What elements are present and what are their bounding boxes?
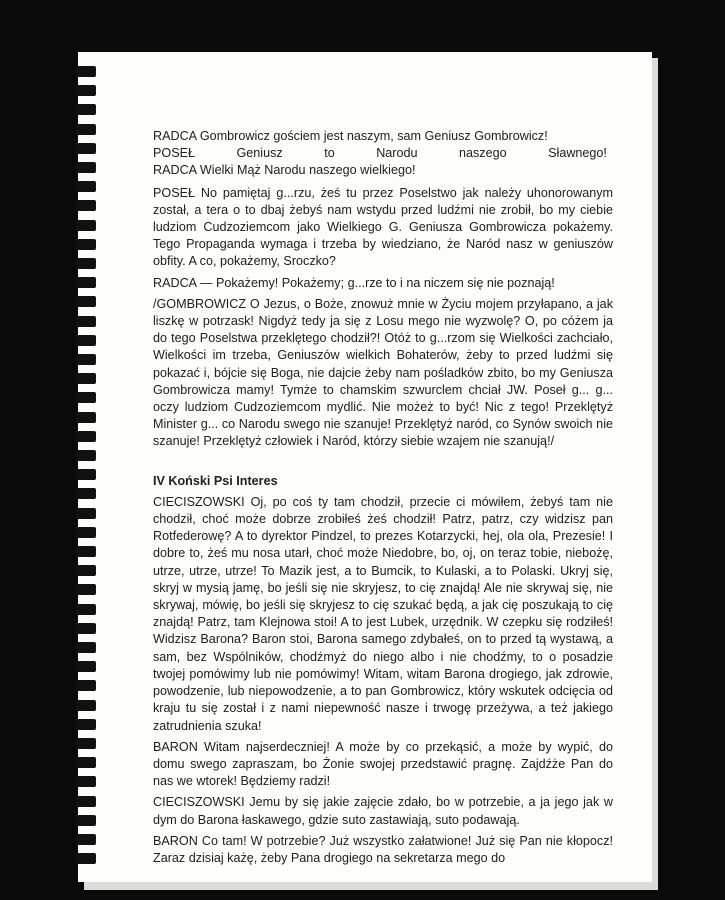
paragraph: BARON Co tam! W potrzebie? Już wszystko załatwione! Już się Pan nie kłopocz! Zaraz dzisiaj każę, żeby Pana drogiego na sekretarza mego do [153, 833, 613, 865]
binding-ring [76, 277, 96, 288]
text-line: RADCA Wielki Mąż Narodu naszego wielkiego! [153, 163, 416, 178]
binding-ring [76, 335, 96, 346]
binding-ring [76, 412, 96, 423]
dialogue-block-top [153, 128, 613, 180]
binding-ring [76, 604, 96, 615]
binding-ring [76, 469, 96, 480]
binding-ring [76, 239, 96, 250]
binding-ring [76, 431, 96, 442]
binding-ring [76, 373, 96, 384]
binding-ring [76, 815, 96, 826]
binding-ring [76, 700, 96, 711]
binding-ring [76, 508, 96, 519]
binding-ring [76, 661, 96, 672]
binding-ring [76, 85, 96, 96]
binding-ring [76, 354, 96, 365]
binding-ring [76, 450, 96, 461]
binding-ring [76, 834, 96, 845]
binding-ring [76, 316, 96, 327]
binding-ring [76, 584, 96, 595]
binding-ring [76, 757, 96, 768]
binding-ring [76, 565, 96, 576]
spiral-binding [76, 60, 98, 880]
document-text [153, 128, 613, 871]
binding-ring [76, 143, 96, 154]
binding-ring [76, 162, 96, 173]
binding-ring [76, 642, 96, 653]
binding-ring [76, 738, 96, 749]
paragraph: CIECISZOWSKI Oj, po coś ty tam chodził, przecie ci mówiłem, żebyś tam nie chodził, choć może dobrze zrobiłeś żeś chodził! Patrz, patrz, czy widzisz pan Rotfederowę? A to dyrektor Pindzel, to prezes Kotarzycki, hej, ola ola, Prezesie! I dobre to, żeś mu nosa utarł, choć może Niedobre, bo, oj, on teraz tobie, niebożę, utrze, utrze, utrze! To Mazik jest, a to Bumcik, to Kulaski, a to Polaski. Ukryj się, skryj w mysią jamę, bo jeśli się nie skryjesz, to cię znajdą! Ale nie skrywaj się, nie skrywaj, mówię, bo jeśli się skryjesz to cię szukać będą, a jak cię poszukają to cię znajdą! Patrz, tam Klejnowa stoi! A to jest Lubek, urzędnik. W czepku się rodziłeś! Widzisz Barona? Baron stoi, Barona samego zdybałeś, on to przed tą wystawą, a sam, bez Wspólników, chodźmyż do niego albo i nie chodźmy, to o posadzie twojej pomówimy lub nie pomówimy! Witam, witam Barona drogiego, jak zdrowie, powodzenie, lub niepowodzenie, a to pan Gombrowicz, który wskutek odcięcia od kraju tu się został i z nami niepewność nasze i trwogę przeżywa, a też jakiego zatrudnienia szuka! [153, 494, 613, 733]
binding-ring [76, 220, 96, 231]
paragraph: POSEŁ No pamiętaj g...rzu, żeś tu przez Poselstwo jak należy uhonorowanym został, a tera o to dbaj żebyś nam wstydu przed ludźmi nie zrobił, bo my ciebie ludziom Cudzoziemcom jako Wielkiego G. Geniusza Gombrowicza pokażemy. Tego Propaganda wymaga i trzeba by wiedziano, że Naród nasz w geniuszów obfity. A co, pokażemy, Sroczko? [153, 185, 613, 269]
binding-ring [76, 719, 96, 730]
binding-ring [76, 258, 96, 269]
binding-ring [76, 181, 96, 192]
binding-ring [76, 392, 96, 403]
binding-ring [76, 776, 96, 787]
binding-ring [76, 853, 96, 864]
binding-ring [76, 680, 96, 691]
binding-ring [76, 104, 96, 115]
binding-ring [76, 527, 96, 538]
binding-ring [76, 296, 96, 307]
paragraph: CIECISZOWSKI Jemu by się jakie zajęcie zdało, bo w potrzebie, a ja jego jak w dym do Barona łaskawego, gdzie suto zastawiają, suto podawają. [153, 795, 613, 827]
paragraph: /GOMBROWICZ O Jezus, o Boże, znowuż mnie w Życiu mojem przyłapano, a jak liszkę w potrzask! Nigdyż tedy ja się z Losu mego nie wyzwolę? O, po cóżem ja do tego Poselstwa przeklętego chodził?! Otóż to g...rzom się Wielkości zachciało, Wielkości im trzeba, Geniuszów wielkich Bohaterów, żeby to przed ludźmi się pokazać i, bójcie się Boga, nie dajcie żeby nam pośladków zbito, bo my Geniusza Gombrowicza mamy! Tymże to chamskim szwurclem chciał JW. Poseł g... g... oczy ludziom Cudzoziemcom mydlić. Nie możeż to być! Nic z tego! Przeklętyż Minister g... co Narodu swego nie szanuje! Przeklętyż naród, co Synów swoich nie szanuje! Przeklętyż człowiek i Naród, którzy siebie wzajem nie szanują!/ [153, 296, 613, 449]
paragraph: BARON Witam najserdeczniej! A może by co przekąsić, a może by wypić, do domu swego zapraszam, bo Żonie swojej przedstawić pragnę. Zajdźże Pan do nas we wtorek! Będziemy radzi! [153, 739, 613, 789]
binding-ring [76, 124, 96, 135]
paragraph: RADCA — Pokażemy! Pokażemy; g...rze to i na niczem się nie poznają! [153, 275, 555, 290]
text-line: RADCA Gombrowicz gościem jest naszym, sam Geniusz Gombrowicz! [153, 129, 548, 143]
binding-ring [76, 200, 96, 211]
section-heading: IV Koński Psi Interes [153, 473, 278, 488]
binding-ring [76, 546, 96, 557]
text-line: POSEŁ Geniusz to Narodu naszego Sławnego! [153, 146, 607, 161]
binding-ring [76, 488, 96, 499]
binding-ring [76, 623, 96, 634]
binding-ring [76, 796, 96, 807]
binding-ring [76, 66, 96, 77]
